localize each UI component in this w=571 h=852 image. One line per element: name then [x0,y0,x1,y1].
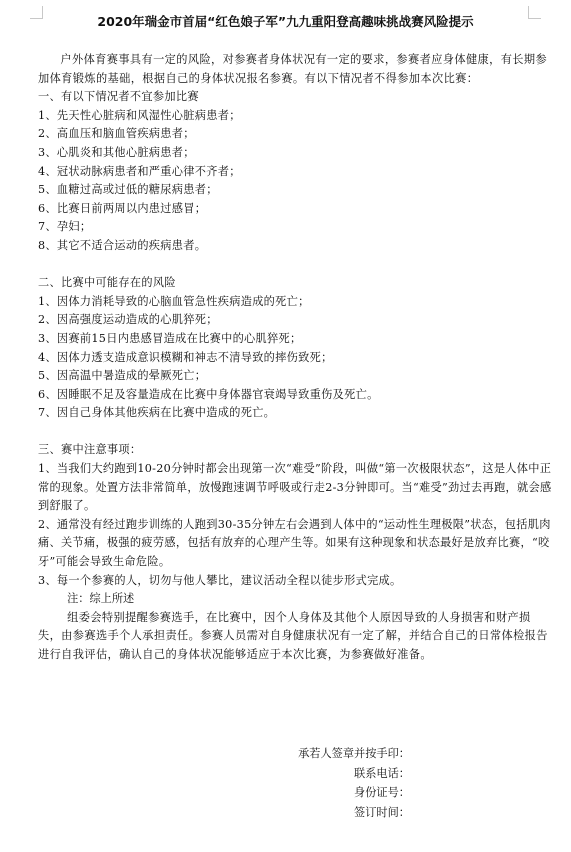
section3-heading: 三、赛中注意事项： [38,443,142,457]
section2-item: 3、因赛前15日内患感冒造成在比赛中的心肌猝死； [38,331,302,345]
section2-item: 4、因体力透支造成意识模糊和神志不清导致的摔伤致死； [38,350,333,364]
section1-item: 3、心肌炎和其他心脏病患者； [38,145,195,159]
blank-line [38,256,553,275]
section3-item: 1、当我们大约跑到10-20分钟时都会出现第一次“难受”阶段，叫做“第一次极限状态”，这是人体中正常的现象。处置方法非常简单，放慢跑速调节呼吸或行走2-3分钟即可。当“难受”劲过去再跑，就会感到舒服了。 [38,462,552,513]
section2-item: 7、因自己身体其他疾病在比赛中造成的死亡。 [38,406,276,420]
document-title: 2020年瑞金市首届“红色娘子军”九九重阳登高趣味挑战赛风险提示 [97,14,474,29]
phone-field: 联系电话： [354,766,410,780]
sign-date-field: 签订时间： [354,805,410,819]
closing-paragraph: 组委会特别提醒参赛选手，在比赛中，因个人身体及其他个人原因导致的人身损害和财产损失，由参赛选手个人承担责任。参赛人员需对自身健康状况有一定了解，并结合自己的日常体检报告进行自我评估，确认自己的身体状况能够适应于本次比赛，为参赛做好准备。 [38,610,548,661]
section1-item: 6、比赛日前两周以内患过感冒； [38,201,207,215]
intro-paragraph: 户外体育赛事具有一定的风险，对参赛者身体状况有一定的要求，参赛者应身体健康，有长期参加体育锻炼的基础，根据自己的身体状况报名参赛。有以下情况者不得参加本次比赛： [38,53,548,85]
section1-item: 5、血糖过高或过低的糖尿病患者； [38,183,218,197]
section2-heading: 二、比赛中可能存在的风险 [38,276,176,290]
section1-item: 8、其它不适合运动的疾病患者。 [38,238,207,252]
section2-item: 5、因高温中暑造成的晕厥死亡； [38,369,207,383]
section3-item: 3、每一个参赛的人，切勿与他人攀比，建议活动全程以徒步形式完成。 [38,573,402,587]
section3-item: 2、通常没有经过跑步训练的人跑到30-35分钟左右会遇到人体中的“运动性生理极限”状态，包括肌肉痛、关节痛，极强的疲劳感，包括有放弃的心理产生等。如果有这种现象和状态最好是放弃比赛，“咬牙”可能会导致生命危险。 [38,517,551,569]
signature-block [0,744,410,822]
section2-item: 2、因高强度运动造成的心肌猝死； [38,313,218,327]
section1-item: 4、冠状动脉病患者和严重心律不齐者； [38,164,241,178]
section1-heading: 一、有以下情况者不宜参加比赛 [38,90,199,104]
id-number-field: 身份证号： [354,786,410,800]
document-body [38,51,553,665]
signer-field: 承若人签章并按手印： [298,747,410,760]
section1-item: 1、先天性心脏病和风湿性心脏病患者； [38,108,241,122]
section1-item: 7、孕妇； [38,220,92,234]
section1-item: 2、高血压和脑血管疾病患者； [38,127,195,141]
summary-note: 注：综上所述 [67,592,135,606]
section2-item: 1、因体力消耗导致的心脑血管急性疾病造成的死亡； [38,294,310,308]
section2-item: 6、因睡眠不足及容量造成在比赛中身体器官衰竭导致重伤及死亡。 [38,387,379,401]
blank-line [38,423,553,442]
